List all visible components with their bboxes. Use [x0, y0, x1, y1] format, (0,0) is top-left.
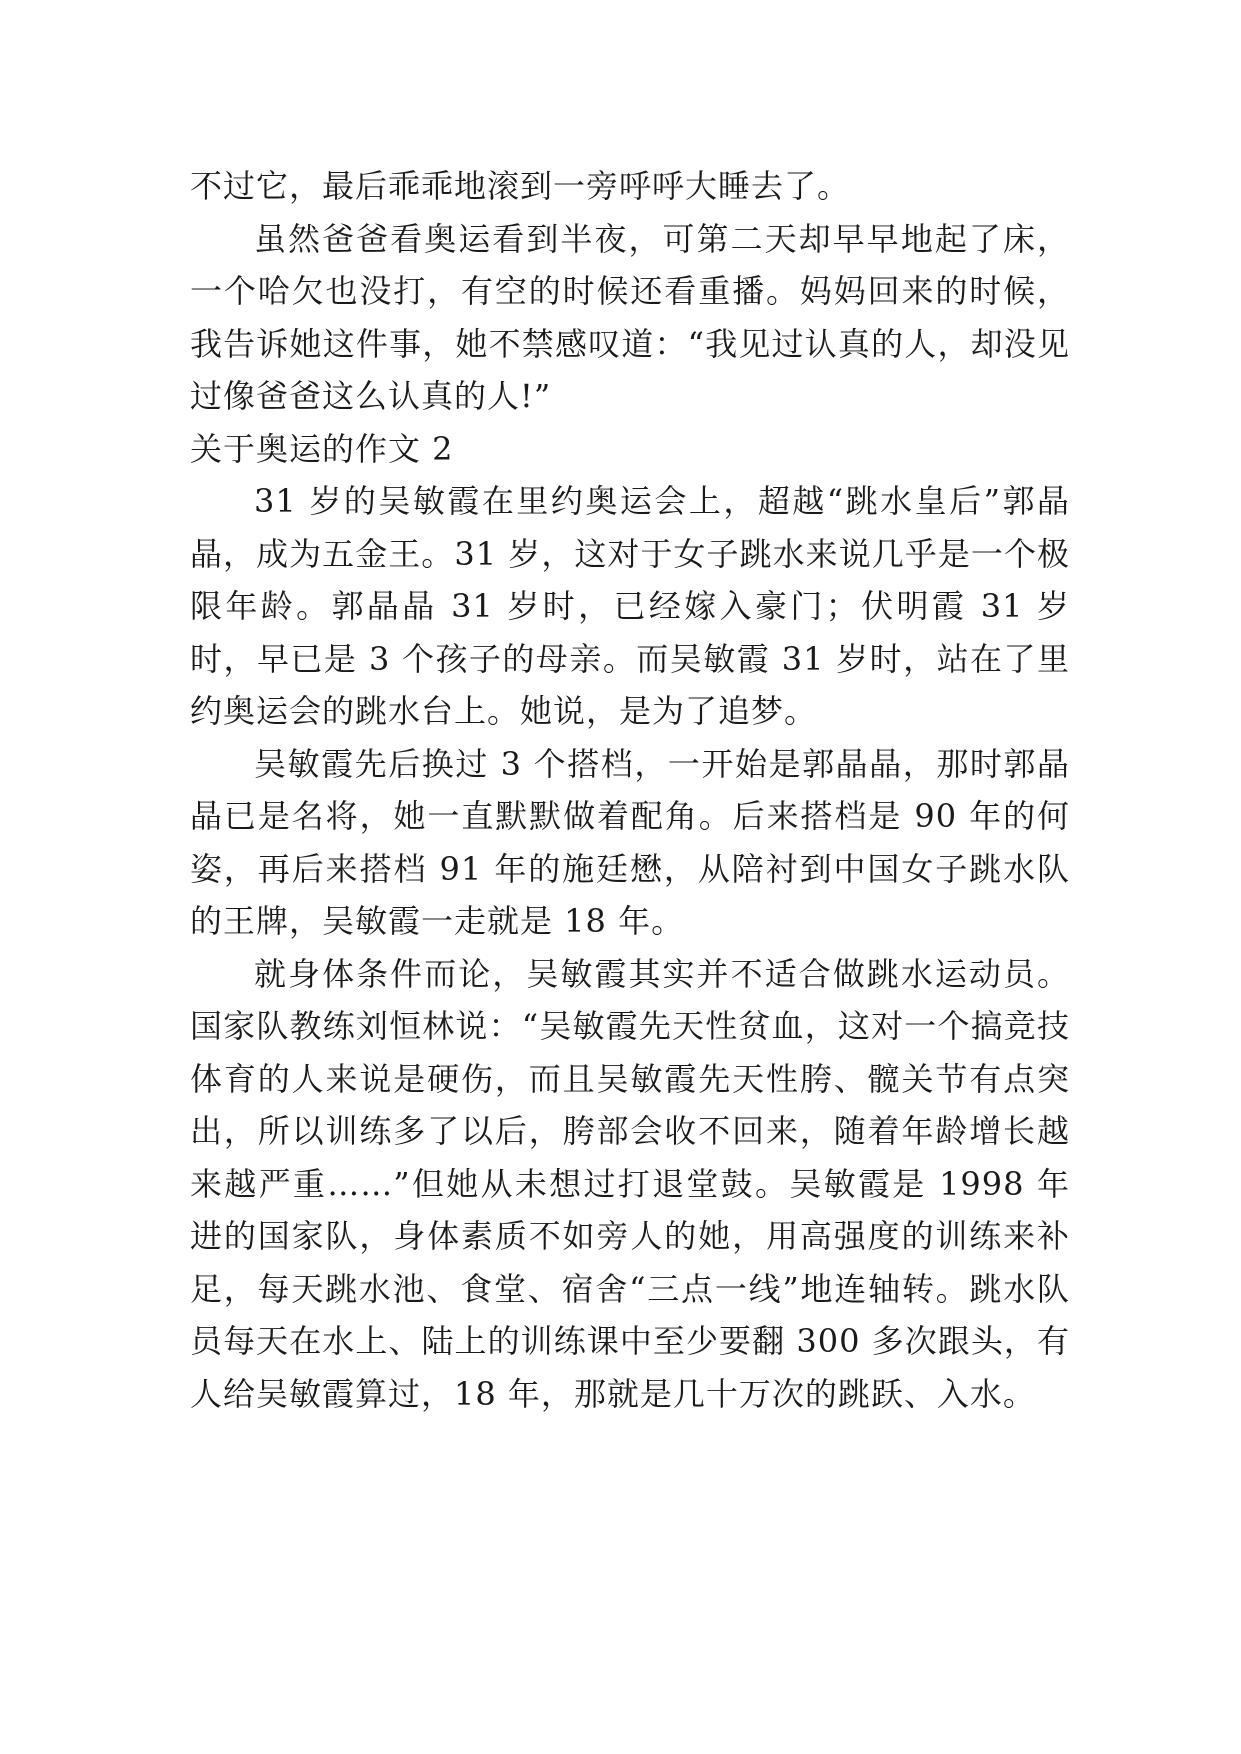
paragraph-wu-minxia-partners: 吴敏霞先后换过 3 个搭档，一开始是郭晶晶，那时郭晶晶已是名将，她一直默默做着配角。后来搭档是 90 年的何姿，再后来搭档 91 年的施廷懋，从陪衬到中国女子跳水队的王牌，吴敏霞一走就是 18 年。	[190, 744, 1070, 940]
section-title: 关于奥运的作文 2	[190, 429, 454, 468]
paragraph-wu-minxia-training: 就身体条件而论，吴敏霞其实并不适合做跳水运动员。国家队教练刘恒林说：“吴敏霞先天性贫血，这对一个搞竞技体育的人来说是硬伤，而且吴敏霞先天性胯、髋关节有点突出，所以训练多了以后，胯部会收不回来，随着年龄增长越来越严重……”但她从未想过打退堂鼓。吴敏霞是 1998 年进的国家队，身体素质不如旁人的她，用高强度的训练来补足，每天跳水池、食堂、宿舍“三点一线”地连轴转。跳水队员每天在水上、陆上的训练课中至少要翻 300 多次跟头，有人给吴敏霞算过，18 年，那就是几十万次的跳跃、入水。	[190, 954, 1070, 1413]
paragraph-continuation: 不过它，最后乖乖地滚到一旁呼呼大睡去了。	[190, 167, 851, 205]
document-body	[190, 160, 1070, 1420]
paragraph-father-watching: 虽然爸爸看奥运看到半夜，可第二天却早早地起了床，一个哈欠也没打，有空的时候还看重播。妈妈回来的时候，我告诉她这件事，她不禁感叹道：“我见过认真的人，却没见过像爸爸这么认真的人!”	[190, 219, 1070, 415]
paragraph-wu-minxia-age: 31 岁的吴敏霞在里约奥运会上，超越“跳水皇后”郭晶晶，成为五金王。31 岁，这对于女子跳水来说几乎是一个极限年龄。郭晶晶 31 岁时，已经嫁入豪门；伏明霞 31 岁时，早已是 3 个孩子的母亲。而吴敏霞 31 岁时，站在了里约奥运会的跳水台上。她说，是为了追梦。	[190, 482, 1070, 730]
